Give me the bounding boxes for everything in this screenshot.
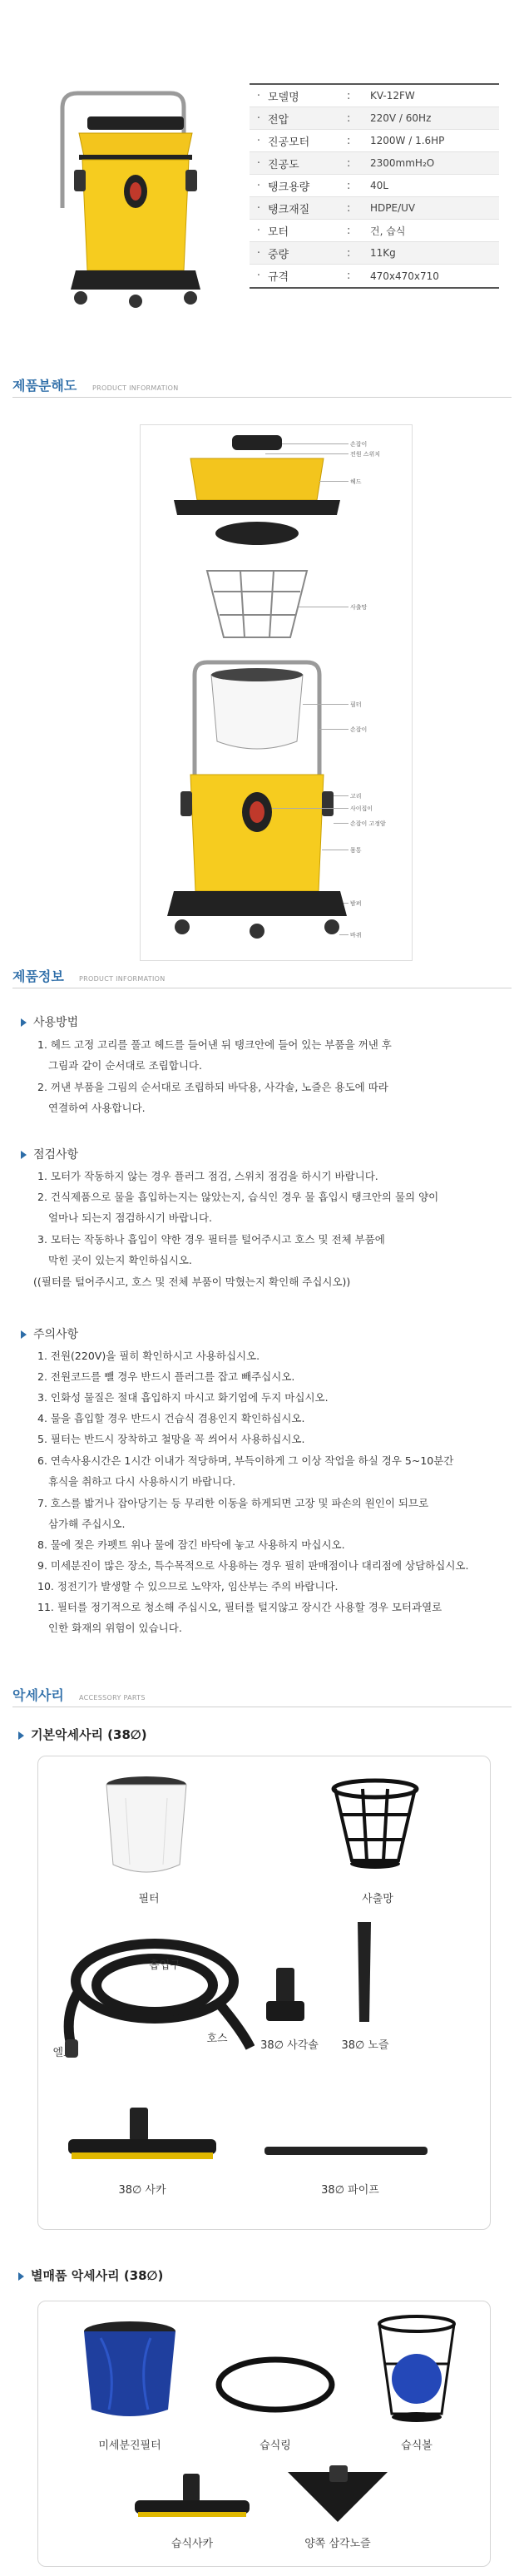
leader-line <box>334 823 349 824</box>
spec-table <box>250 83 499 289</box>
spec-colon: : <box>347 134 351 147</box>
spec-bullet: · <box>256 224 261 237</box>
caution-title: 주의사항 <box>33 1328 79 1341</box>
caution-line: 휴식을 취하고 다시 사용하시기 바랍니다. <box>48 1475 236 1488</box>
spec-colon: : <box>347 89 351 102</box>
spec-key: 탱크용량 <box>268 181 310 194</box>
optional-accessory-panel <box>37 2301 491 2567</box>
leader-line <box>303 704 349 705</box>
caution-line: 2. 전원코드를 뺄 경우 반드시 플러그를 잡고 빼주십시오. <box>37 1370 295 1383</box>
basic-accessory-title: 기본악세사리 (38∅) <box>31 1727 147 1742</box>
caution-line: 10. 정전기가 발생할 수 있으므로 노약자, 임산부는 주의 바랍니다. <box>37 1580 339 1593</box>
triangle-bullet-icon <box>21 1330 27 1339</box>
exploded-diagram-drawing <box>141 425 413 962</box>
spec-colon: : <box>347 179 351 192</box>
caution-line: 11. 필터를 정기적으로 청소해 주십시오, 필터를 털지않고 장시간 사용할 경우 모터과열로 <box>37 1601 442 1613</box>
usage-line: 연결하여 사용합니다. <box>48 1102 146 1114</box>
spec-colon: : <box>347 111 351 125</box>
crevice-nozzle-image <box>348 1919 381 2027</box>
label-handle: 손잡이 <box>350 441 368 448</box>
spec-key: 규격 <box>268 271 289 284</box>
inspection-line: ((필터를 털어주시고, 호스 및 전체 부품이 막혔는지 확인해 주십시오)) <box>33 1276 351 1288</box>
floor-tool-label: 38∅ 사카 <box>118 2184 166 2197</box>
accessory-section-title: 악세사리 <box>12 1687 64 1703</box>
caution-heading <box>21 1325 78 1342</box>
wet-ball-image <box>371 2314 462 2430</box>
elbow-label: 엘보 <box>52 2047 74 2059</box>
inspection-line: 3. 모터는 작동하나 흡입이 약한 경우 필터를 털어주시고 호스 및 전체 부품에 <box>37 1233 385 1246</box>
label-latch: 고리 <box>350 793 362 800</box>
corner-nozzle-image <box>279 2464 396 2530</box>
caution-line: 3. 인화성 물질은 절대 흡입하지 마시고 화기엄에 두지 마십시오. <box>37 1391 329 1404</box>
label-side-handle: 손잡이 <box>350 726 368 733</box>
spec-colon: : <box>347 156 351 170</box>
parts-section-header <box>12 376 512 398</box>
info-section-title: 제품정보 <box>12 968 64 984</box>
label-strainer: 사출망 <box>350 604 368 611</box>
square-brush-image <box>256 1964 314 2031</box>
caution-line: 삼가해 주십시오. <box>48 1518 126 1530</box>
spec-value: 건, 습식 <box>370 225 406 237</box>
caution-line: 1. 전원(220V)을 필히 확인하시고 사용하십시오. <box>37 1350 260 1362</box>
optional-accessory-title: 별매품 악세사리 (38∅) <box>31 2268 164 2283</box>
spec-value: 11Kg <box>370 247 396 259</box>
spec-row <box>250 242 499 265</box>
spec-key: 모델명 <box>268 91 299 104</box>
inspection-line: 얼마나 되는지 점검하시기 바랍니다. <box>48 1211 213 1224</box>
corner-nozzle-label: 양쪽 삼각노즐 <box>304 2538 371 2550</box>
exploded-diagram <box>140 424 413 961</box>
spec-colon: : <box>347 201 351 215</box>
triangle-bullet-icon <box>18 1731 24 1740</box>
usage-line: 2. 꺼낸 부품을 그림의 순서대로 조립하되 바닥용, 사각솔, 노즐은 용도에 따라 <box>37 1081 388 1093</box>
spec-bullet: · <box>256 179 261 192</box>
info-section-header <box>12 967 512 988</box>
wet-floor-tool-image <box>130 2472 255 2530</box>
basic-accessory-heading <box>18 1726 147 1743</box>
spec-key: 진공모터 <box>268 136 310 149</box>
wet-ball-label: 습식볼 <box>401 2440 433 2452</box>
spec-row <box>250 175 499 197</box>
label-handle-fix: 손잡이 고정암 <box>350 820 386 827</box>
spec-bullet: · <box>256 270 261 282</box>
triangle-bullet-icon <box>21 1018 27 1027</box>
parts-section-title: 제품분해도 <box>12 378 77 394</box>
spec-row <box>250 85 499 107</box>
caution-line: 인한 화재의 위험이 있습니다. <box>48 1622 182 1634</box>
spec-key: 중량 <box>268 248 289 261</box>
filter-bag-image <box>96 1773 196 1881</box>
floor-tool-image <box>63 2106 221 2172</box>
spec-row <box>250 265 499 287</box>
spec-row <box>250 107 499 130</box>
usage-heading <box>21 1013 78 1030</box>
triangle-bullet-icon <box>21 1151 27 1159</box>
label-drum: 몸통 <box>350 847 362 854</box>
spec-bullet: · <box>256 156 261 170</box>
triangle-bullet-icon <box>18 2272 24 2281</box>
label-base: 밤퍼 <box>350 900 362 907</box>
usage-line: 1. 헤드 고정 고리를 풀고 헤드를 들어낸 뒤 탱크안에 들어 있는 부품을 꺼낸 후 <box>37 1038 392 1051</box>
spec-bullet: · <box>256 89 261 102</box>
spec-bullet: · <box>256 201 261 215</box>
inspection-line: 막힌 곳이 있는지 확인하십시오. <box>48 1254 192 1266</box>
hose-label: 호스 <box>206 2033 228 2045</box>
pipe-image <box>263 2143 429 2160</box>
wet-floor-tool-label: 습식사카 <box>171 2538 214 2550</box>
vacuum-product-image <box>46 83 220 312</box>
spec-value: 220V / 60Hz <box>370 112 432 124</box>
caution-line: 8. 물에 젖은 카펫트 위나 물에 잠긴 바닥에 놓고 사용하지 마십시오. <box>37 1538 345 1551</box>
spec-bullet: · <box>256 134 261 147</box>
spec-value: HDPE/UV <box>370 202 416 214</box>
spec-value: KV-12FW <box>370 90 415 102</box>
filter-label: 필터 <box>138 1893 160 1905</box>
caution-line: 7. 호스를 밟거나 잡아당기는 등 무리한 이동을 하게되면 고장 및 파손의 원인이 되므로 <box>37 1497 429 1509</box>
caution-line: 4. 물을 흡입할 경우 반드시 건습식 겸용인지 확인하십시오. <box>37 1412 305 1424</box>
strainer-label: 사출망 <box>362 1893 393 1905</box>
wet-ring-label: 습식링 <box>260 2440 291 2452</box>
accessory-section-header <box>12 1686 512 1707</box>
spec-value: 470x470x710 <box>370 270 439 282</box>
spec-value: 40L <box>370 180 388 191</box>
leader-line <box>265 453 349 454</box>
spec-row <box>250 130 499 152</box>
spec-bullet: · <box>256 246 261 260</box>
leader-line <box>319 481 349 482</box>
usage-title: 사용방법 <box>33 1016 79 1029</box>
leader-line <box>339 934 349 935</box>
leader-line <box>319 729 349 730</box>
accessory-section-subtitle: ACCESSORY PARTS <box>79 1694 146 1702</box>
crevice-nozzle-label: 38∅ 노즐 <box>341 2039 389 2052</box>
inspection-heading <box>21 1146 78 1162</box>
optional-accessory-heading <box>18 2266 163 2284</box>
leader-line <box>344 903 349 904</box>
label-intake: 사이집이 <box>350 805 373 812</box>
pipe-label: 38∅ 파이프 <box>321 2184 379 2197</box>
inspection-line: 2. 건식제품으로 물을 흡입하는지는 않았는지, 습식인 경우 물 흡입시 탱크안의 물의 양이 <box>37 1191 439 1203</box>
spec-row <box>250 197 499 220</box>
spec-colon: : <box>347 224 351 237</box>
fine-dust-filter-label: 미세분진필터 <box>98 2440 161 2452</box>
spec-key: 전압 <box>268 113 289 126</box>
info-section-subtitle: PRODUCT INFORMATION <box>79 975 166 983</box>
spec-value: 1200W / 1.6HP <box>370 135 445 146</box>
spec-key: 탱크재질 <box>268 203 310 216</box>
leader-line <box>334 795 349 796</box>
fine-dust-filter-image <box>72 2318 188 2426</box>
square-brush-label: 38∅ 사각솔 <box>260 2039 319 2052</box>
inspection-line: 1. 모터가 작동하지 않는 경우 플러그 점검, 스위치 점검을 하시기 바랍니다. <box>37 1170 378 1182</box>
caution-line: 5. 필터는 반드시 장착하고 철망을 꼭 씌어서 사용하십시오. <box>37 1433 305 1445</box>
usage-line: 그림과 같이 순서대로 조립합니다. <box>48 1059 202 1072</box>
leader-line <box>272 808 349 809</box>
spec-colon: : <box>347 246 351 260</box>
spec-colon: : <box>347 270 351 282</box>
inspection-title: 점검사항 <box>33 1148 79 1162</box>
caution-line: 6. 연속사용시간은 1시간 이내가 적당하며, 부득이하게 그 이상 작업을 하실 경우 5~10분간 <box>37 1454 454 1467</box>
basic-accessory-panel <box>37 1756 491 2230</box>
wet-ring-image <box>213 2351 338 2418</box>
spec-section <box>0 0 524 316</box>
spec-row <box>250 220 499 242</box>
spec-key: 진공도 <box>268 158 299 171</box>
intake-label: 흡입구 <box>149 1959 180 1972</box>
caution-line: 9. 미세분진이 많은 장소, 특수목적으로 사용하는 경우 필히 판매점이나 대리점에 상담하십시오. <box>37 1559 469 1572</box>
label-filter: 필터 <box>350 701 362 708</box>
label-power-switch: 전원 스위치 <box>350 451 381 458</box>
leader-line <box>282 443 349 444</box>
spec-bullet: · <box>256 111 261 125</box>
spec-value: 2300mmH₂O <box>370 157 435 169</box>
spec-key: 모터 <box>268 225 289 239</box>
spec-row <box>250 152 499 175</box>
parts-section-subtitle: PRODUCT INFORMATION <box>92 384 179 392</box>
strainer-basket-image <box>325 1777 425 1877</box>
label-head: 헤드 <box>350 478 362 485</box>
label-wheel: 바퀴 <box>350 932 362 939</box>
